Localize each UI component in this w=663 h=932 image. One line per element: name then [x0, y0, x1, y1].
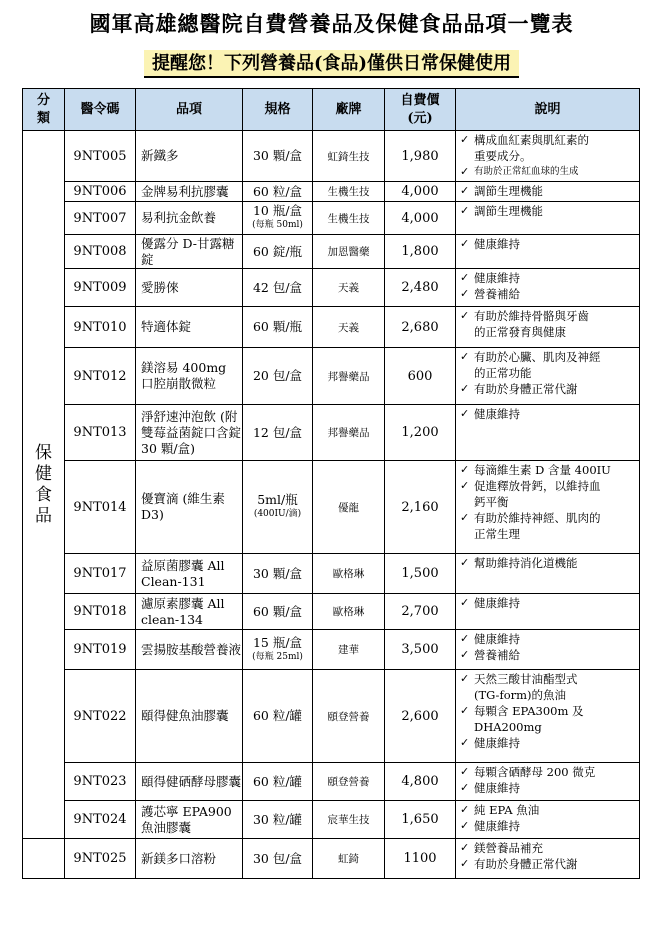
row-item-name: 優寶滴 (維生素 D3): [136, 461, 243, 554]
row-spec-value: 60 粒/盒: [252, 183, 303, 199]
check-icon: ✓: [460, 765, 470, 778]
description-line: [460, 349, 637, 365]
description-text: 每滴維生素 D 含量 400IU: [474, 463, 611, 477]
description-line: [460, 703, 637, 719]
row-brand: 歐格琳: [313, 594, 385, 630]
row-spec: [243, 670, 313, 763]
description-text: 有助於正常紅血球的生成: [474, 166, 579, 177]
row-spec-value: 30 包/盒: [252, 850, 303, 866]
row-code: 9NT025: [65, 839, 136, 879]
row-code: 9NT012: [65, 348, 136, 405]
product-table: [22, 88, 640, 879]
row-price: 2,160: [385, 461, 456, 554]
check-icon: ✓: [460, 704, 470, 717]
table-row: [23, 763, 640, 801]
check-icon: ✓: [460, 803, 470, 816]
row-item-name: 淨舒速沖泡飲 (附雙莓益菌錠口含錠 30 顆/盒): [136, 405, 243, 461]
description-text: 鎂營養品補充: [474, 841, 543, 855]
description-text: (TG-form)的魚油: [474, 688, 567, 702]
row-item-name: 愛勝倈: [136, 269, 243, 307]
row-spec: [243, 801, 313, 839]
check-icon: ✓: [460, 781, 470, 794]
check-icon: ✓: [460, 237, 470, 250]
description-line: [460, 478, 637, 494]
table-row: [23, 594, 640, 630]
row-spec-value: 30 粒/罐: [252, 811, 303, 827]
row-item-name: 益原菌膠囊 All Clean-131: [136, 554, 243, 594]
description-line: [460, 840, 637, 856]
description-line: [460, 764, 637, 780]
description-text: 正常生理: [474, 527, 520, 541]
row-spec: [243, 630, 313, 670]
row-price: 3,500: [385, 630, 456, 670]
description-text: DHA200mg: [474, 720, 542, 734]
row-brand: 生機生技: [313, 202, 385, 235]
table-row: [23, 801, 640, 839]
row-description: [456, 670, 640, 763]
row-description: [456, 269, 640, 307]
check-icon: ✓: [460, 350, 470, 363]
description-line: [460, 671, 637, 687]
row-price: 600: [385, 348, 456, 405]
description-text: 健康維持: [474, 819, 520, 833]
description-line: [460, 406, 637, 422]
row-spec-value: 12 包/盒: [252, 424, 303, 440]
row-item-name: 特適体錠: [136, 307, 243, 348]
row-brand: 邦譽藥品: [313, 348, 385, 405]
row-code: 9NT022: [65, 670, 136, 763]
row-code: 9NT018: [65, 594, 136, 630]
check-icon: ✓: [460, 556, 470, 569]
row-spec: [243, 269, 313, 307]
row-description: [456, 405, 640, 461]
table-row: [23, 348, 640, 405]
row-description: [456, 131, 640, 182]
category-cell-empty: [23, 839, 65, 879]
row-description: [456, 630, 640, 670]
row-brand: 邦譽藥品: [313, 405, 385, 461]
description-text: 每顆含硒酵母 200 微克: [474, 765, 596, 779]
description-line: [460, 236, 637, 252]
description-line: [460, 365, 637, 381]
description-line: [460, 203, 637, 219]
description-text: 的正常發育與健康: [474, 325, 566, 339]
row-description: [456, 202, 640, 235]
row-code: 9NT010: [65, 307, 136, 348]
check-icon: ✓: [460, 736, 470, 749]
check-icon: ✓: [460, 511, 470, 524]
description-text: 鈣平衡: [474, 495, 509, 509]
row-code: 9NT005: [65, 131, 136, 182]
row-description: [456, 182, 640, 202]
description-line: [460, 526, 637, 542]
description-text: 有助於身體正常代謝: [474, 857, 578, 871]
row-description: [456, 348, 640, 405]
row-code: 9NT007: [65, 202, 136, 235]
check-icon: ✓: [460, 165, 470, 178]
description-text: 營養補給: [474, 648, 520, 662]
check-icon: ✓: [460, 596, 470, 609]
check-icon: ✓: [460, 841, 470, 854]
row-item-name: 鎂溶易 400mg 口腔崩散微粒: [136, 348, 243, 405]
header-row: [23, 89, 640, 131]
row-price: 2,700: [385, 594, 456, 630]
description-line: [460, 856, 637, 872]
row-description: [456, 839, 640, 879]
check-icon: ✓: [460, 271, 470, 284]
row-description: [456, 554, 640, 594]
row-spec: [243, 763, 313, 801]
row-description: [456, 461, 640, 554]
check-icon: ✓: [460, 382, 470, 395]
row-item-name: 優露分 D-甘露糖錠: [136, 235, 243, 269]
table-row: [23, 202, 640, 235]
description-text: 有助於心臟、肌肉及神經: [474, 350, 601, 364]
description-line: [460, 735, 637, 751]
row-spec: [243, 405, 313, 461]
table-row: [23, 307, 640, 348]
row-price: 1,200: [385, 405, 456, 461]
description-line: [460, 595, 637, 611]
description-line: [460, 818, 637, 834]
row-spec-value: 30 顆/盒: [252, 148, 303, 163]
page-title: 國軍高雄總醫院自費營養品及保健食品品項一覽表: [89, 11, 574, 36]
row-price: 1100: [385, 839, 456, 879]
row-brand: 虹錡生技: [313, 131, 385, 182]
row-spec: [243, 554, 313, 594]
header-desc: 說明: [456, 89, 640, 131]
description-line: [460, 308, 637, 324]
row-spec: [243, 182, 313, 202]
row-spec-value: 60 粒/罐: [252, 773, 303, 789]
row-spec: [243, 461, 313, 554]
table-row: [23, 182, 640, 202]
description-text: 構成血紅素與肌紅素的: [474, 133, 589, 147]
row-price: 2,600: [385, 670, 456, 763]
row-price: 2,480: [385, 269, 456, 307]
check-icon: ✓: [460, 407, 470, 420]
description-line: [460, 687, 637, 703]
row-code: 9NT009: [65, 269, 136, 307]
row-spec-note: (每瓶 25ml): [252, 651, 303, 662]
description-text: 有助於維持骨骼與牙齒: [474, 309, 589, 323]
header-item: 品項: [136, 89, 243, 131]
row-spec-value: 60 錠/瓶: [252, 243, 303, 259]
description-text: 純 EPA 魚油: [474, 803, 540, 817]
description-line: [460, 494, 637, 510]
table-row: [23, 630, 640, 670]
reminder-banner: 提醒您！下列營養品(食品)僅供日常保健使用: [144, 50, 519, 78]
row-brand: 宸華生技: [313, 801, 385, 839]
header-price-line2: (元): [407, 110, 433, 126]
description-line: [460, 183, 637, 199]
row-code: 9NT019: [65, 630, 136, 670]
row-code: 9NT024: [65, 801, 136, 839]
row-item-name: 易利抗金飲養: [136, 202, 243, 235]
row-brand: 天義: [313, 307, 385, 348]
row-item-name: 頤得健硒酵母膠囊: [136, 763, 243, 801]
check-icon: ✓: [460, 857, 470, 870]
description-text: 調節生理機能: [474, 184, 543, 198]
description-text: 重要成分。: [474, 149, 532, 163]
description-text: 健康維持: [474, 407, 520, 421]
description-text: 健康維持: [474, 632, 520, 646]
description-line: [460, 631, 637, 647]
description-line: [460, 132, 637, 148]
header-code: 醫令碼: [65, 89, 136, 131]
header-price-line1: 自費價: [400, 92, 440, 108]
row-spec: [243, 348, 313, 405]
row-item-name: 雲揚胺基酸營養液: [136, 630, 243, 670]
category-char: 保: [35, 442, 52, 463]
description-line: [460, 164, 637, 180]
row-brand: 虹錡: [313, 839, 385, 879]
row-brand: 頤登營養: [313, 763, 385, 801]
row-spec-note: (每瓶 50ml): [252, 220, 303, 230]
table-row: [23, 839, 640, 879]
row-spec-value: 20 包/盒: [252, 368, 303, 383]
row-brand: 建華: [313, 630, 385, 670]
description-text: 促進釋放骨鈣，以維持血: [474, 479, 601, 493]
table-row: [23, 554, 640, 594]
row-item-name: 護芯寧 EPA900 魚油膠囊: [136, 801, 243, 839]
row-code: 9NT014: [65, 461, 136, 554]
table-row: [23, 405, 640, 461]
description-text: 健康維持: [474, 271, 520, 285]
description-line: [460, 286, 637, 302]
check-icon: ✓: [460, 309, 470, 322]
description-text: 幫助維持消化道機能: [474, 556, 578, 570]
description-text: 調節生理機能: [474, 204, 543, 218]
row-spec-value: 60 顆/盒: [252, 603, 303, 619]
check-icon: ✓: [460, 648, 470, 661]
row-code: 9NT013: [65, 405, 136, 461]
description-line: [460, 462, 637, 478]
row-item-name: 頤得健魚油膠囊: [136, 670, 243, 763]
row-brand: 優龍: [313, 461, 385, 554]
row-price: 2,680: [385, 307, 456, 348]
row-price: 1,500: [385, 554, 456, 594]
row-code: 9NT006: [65, 182, 136, 202]
header-price: [385, 89, 456, 131]
row-item-name: 濾原素膠囊 All clean-134: [136, 594, 243, 630]
description-line: [460, 719, 637, 735]
row-brand: 加恩醫藥: [313, 235, 385, 269]
row-price: 1,800: [385, 235, 456, 269]
row-description: [456, 763, 640, 801]
row-description: [456, 307, 640, 348]
description-line: [460, 647, 637, 663]
row-spec-value: 5ml/瓶: [257, 492, 298, 507]
row-spec-value: 60 粒/罐: [252, 708, 303, 723]
description-text: 健康維持: [474, 596, 520, 610]
description-text: 有助於維持神經、肌肉的: [474, 511, 601, 525]
description-line: [460, 780, 637, 796]
row-spec-value: 42 包/盒: [252, 279, 303, 295]
row-spec: [243, 131, 313, 182]
category-char: 健: [35, 463, 52, 484]
row-price: 4,800: [385, 763, 456, 801]
row-price: 1,650: [385, 801, 456, 839]
row-brand: 天義: [313, 269, 385, 307]
table-row: [23, 235, 640, 269]
description-text: 天然三酸甘油酯型式: [474, 672, 578, 686]
description-text: 有助於身體正常代謝: [474, 382, 578, 396]
row-item-name: 新鐵多: [136, 131, 243, 182]
description-line: [460, 148, 637, 164]
description-line: [460, 324, 637, 340]
description-line: [460, 510, 637, 526]
description-text: 的正常功能: [474, 366, 532, 380]
row-spec: [243, 839, 313, 879]
description-text: 營養補給: [474, 287, 520, 301]
description-text: 健康維持: [474, 237, 520, 251]
table-row: [23, 131, 640, 182]
check-icon: ✓: [460, 133, 470, 146]
row-code: 9NT008: [65, 235, 136, 269]
description-text: 健康維持: [474, 781, 520, 795]
check-icon: ✓: [460, 672, 470, 685]
row-spec-value: 15 瓶/盒: [252, 634, 303, 650]
row-brand: 頤登營養: [313, 670, 385, 763]
check-icon: ✓: [460, 204, 470, 217]
check-icon: ✓: [460, 479, 470, 492]
check-icon: ✓: [460, 632, 470, 645]
row-spec: [243, 307, 313, 348]
row-description: [456, 594, 640, 630]
row-brand: 生機生技: [313, 182, 385, 202]
table-row: [23, 670, 640, 763]
header-category: [23, 89, 65, 131]
description-line: [460, 270, 637, 286]
description-line: [460, 381, 637, 397]
row-spec: [243, 235, 313, 269]
category-char: 食: [35, 484, 52, 505]
row-brand: 歐格琳: [313, 554, 385, 594]
row-spec-value: 30 顆/盒: [252, 565, 303, 581]
description-text: 健康維持: [474, 736, 520, 750]
check-icon: ✓: [460, 463, 470, 476]
row-price: 1,980: [385, 131, 456, 182]
row-spec-value: 60 顆/瓶: [252, 319, 303, 334]
row-spec-note: (400IU/滴): [253, 509, 302, 519]
row-spec: [243, 594, 313, 630]
row-price: 4,000: [385, 182, 456, 202]
row-spec-value: 10 瓶/盒: [252, 203, 303, 218]
description-text: 每顆含 EPA300m 及: [474, 704, 584, 718]
header-category-line2: 類: [36, 110, 50, 126]
row-spec: [243, 202, 313, 235]
row-price: 4,000: [385, 202, 456, 235]
row-item-name: 金牌易利抗膠囊: [136, 182, 243, 202]
row-description: [456, 235, 640, 269]
header-spec: 規格: [243, 89, 313, 131]
check-icon: ✓: [460, 819, 470, 832]
description-line: [460, 555, 637, 571]
category-char: 品: [35, 505, 52, 526]
table-row: [23, 461, 640, 554]
table-row: [23, 269, 640, 307]
row-item-name: 新鎂多口溶粉: [136, 839, 243, 879]
check-icon: ✓: [460, 287, 470, 300]
check-icon: ✓: [460, 184, 470, 197]
header-category-line1: 分: [36, 92, 50, 108]
row-code: 9NT023: [65, 763, 136, 801]
header-brand: 廠牌: [313, 89, 385, 131]
description-line: [460, 802, 637, 818]
category-cell: [23, 131, 65, 839]
row-code: 9NT017: [65, 554, 136, 594]
row-description: [456, 801, 640, 839]
